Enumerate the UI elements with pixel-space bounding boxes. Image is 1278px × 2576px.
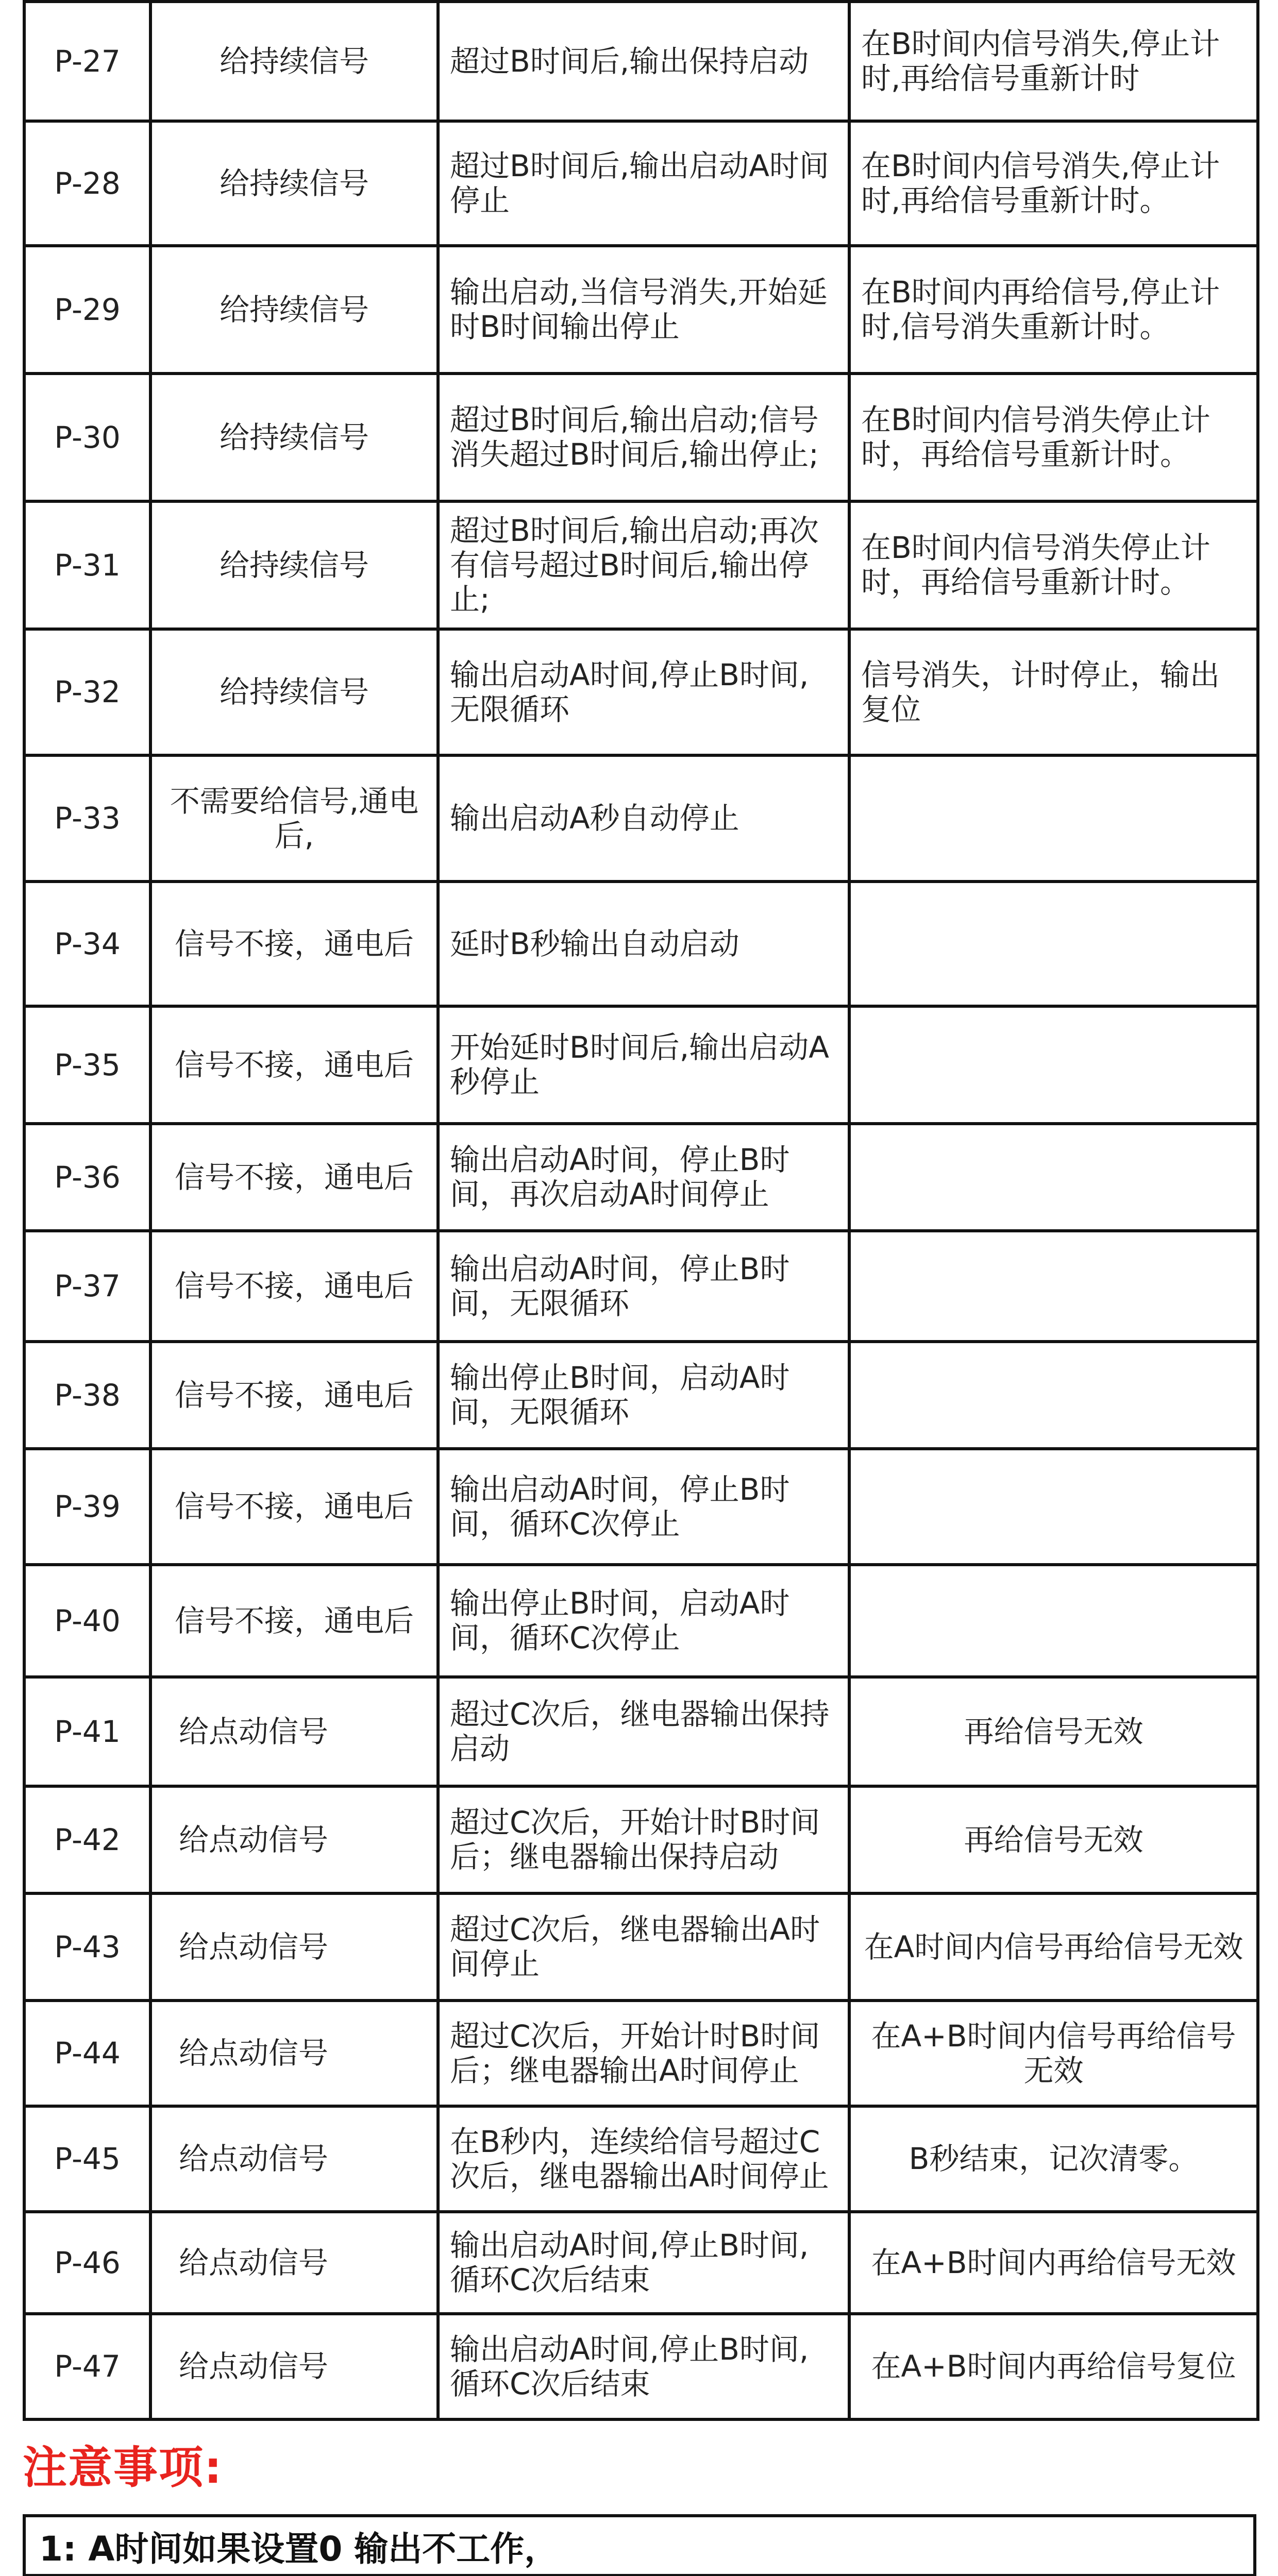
output-behavior: 输出停止B时间，启动A时间，循环C次停止 [438,1565,849,1677]
table-row [24,1124,1258,1231]
mode-code: P-38 [24,1342,150,1449]
mode-code: P-46 [24,2212,150,2314]
input-condition: 给持续信号 [150,629,438,755]
table-row [24,629,1258,755]
mode-table-body [24,2,1258,2419]
output-behavior: 延时B秒输出自动启动 [438,882,849,1006]
remark: 在B时间内信号消失停止计时，再给信号重新计时。 [849,501,1258,629]
table-row [24,2314,1258,2419]
table-row [24,1786,1258,1893]
remark: 再给信号无效 [849,1786,1258,1893]
input-condition: 信号不接，通电后 [150,1006,438,1124]
mode-table [23,0,1259,2421]
table-row [24,882,1258,1006]
table-row [24,1677,1258,1786]
output-behavior: 输出启动A秒自动停止 [438,755,849,882]
table-row [24,501,1258,629]
input-condition: 信号不接，通电后 [150,1449,438,1565]
remark [849,1124,1258,1231]
mode-code: P-39 [24,1449,150,1565]
input-condition: 信号不接，通电后 [150,1565,438,1677]
remark: 在A+B时间内再给信号无效 [849,2212,1258,2314]
mode-code: P-31 [24,501,150,629]
note-row [24,2516,1255,2575]
table-row [24,246,1258,374]
output-behavior: 输出启动A时间，停止B时间，再次启动A时间停止 [438,1124,849,1231]
output-behavior: 超过C次后，开始计时B时间后；继电器输出A时间停止 [438,2001,849,2106]
remark [849,1231,1258,1342]
input-condition: 给点动信号 [150,1893,438,2001]
output-behavior: 超过B时间后,输出保持启动 [438,2,849,121]
output-behavior: 开始延时B时间后,输出启动A秒停止 [438,1006,849,1124]
mode-code: P-47 [24,2314,150,2419]
mode-code: P-37 [24,1231,150,1342]
input-condition: 给持续信号 [150,374,438,501]
mode-code: P-44 [24,2001,150,2106]
table-row [24,1342,1258,1449]
output-behavior: 输出停止B时间，启动A时间，无限循环 [438,1342,849,1449]
remark: 在B时间内再给信号,停止计时,信号消失重新计时。 [849,246,1258,374]
input-condition: 给持续信号 [150,501,438,629]
output-behavior: 在B秒内，连续给信号超过C次后，继电器输出A时间停止 [438,2106,849,2212]
input-condition: 信号不接，通电后 [150,1124,438,1231]
mode-code: P-43 [24,1893,150,2001]
mode-table-wrapper [23,0,1256,2421]
remark: 在B时间内信号消失,停止计时,再给信号重新计时。 [849,121,1258,246]
input-condition: 给点动信号 [150,2212,438,2314]
notes-title: 注意事项: [23,2442,223,2494]
mode-code: P-32 [24,629,150,755]
input-condition: 给点动信号 [150,2001,438,2106]
mode-code: P-34 [24,882,150,1006]
input-condition: 给点动信号 [150,1677,438,1786]
input-condition: 给点动信号 [150,1786,438,1893]
output-behavior: 输出启动A时间,停止B时间,循环C次后结束 [438,2212,849,2314]
input-condition: 给持续信号 [150,121,438,246]
output-behavior: 超过C次后，继电器输出A时间停止 [438,1893,849,2001]
table-row [24,121,1258,246]
output-behavior: 输出启动A时间，停止B时间，无限循环 [438,1231,849,1342]
input-condition: 信号不接，通电后 [150,1342,438,1449]
remark: 在A+B时间内信号再给信号无效 [849,2001,1258,2106]
mode-code: P-41 [24,1677,150,1786]
input-condition: 给点动信号 [150,2106,438,2212]
table-row [24,1006,1258,1124]
table-row [24,2001,1258,2106]
mode-code: P-33 [24,755,150,882]
remark [849,755,1258,882]
remark [849,1006,1258,1124]
output-behavior: 超过B时间后,输出启动A时间停止 [438,121,849,246]
output-behavior: 输出启动A时间,停止B时间,无限循环 [438,629,849,755]
note-item: 1: A时间如果设置0 输出不工作， [24,2516,1255,2575]
remark: 在B时间内信号消失停止计时，再给信号重新计时。 [849,374,1258,501]
mode-code: P-27 [24,2,150,121]
input-condition: 信号不接，通电后 [150,882,438,1006]
table-row [24,1565,1258,1677]
mode-code: P-36 [24,1124,150,1231]
output-behavior: 超过B时间后,输出启动;信号消失超过B时间后,输出停止; [438,374,849,501]
output-behavior: 超过C次后，继电器输出保持启动 [438,1677,849,1786]
table-row [24,2212,1258,2314]
table-row [24,2,1258,121]
remark [849,1342,1258,1449]
input-condition: 给持续信号 [150,246,438,374]
output-behavior: 超过C次后，开始计时B时间后；继电器输出保持启动 [438,1786,849,1893]
remark [849,1449,1258,1565]
mode-code: P-42 [24,1786,150,1893]
output-behavior: 输出启动A时间,停止B时间,循环C次后结束 [438,2314,849,2419]
input-condition: 信号不接，通电后 [150,1231,438,1342]
remark: 在B时间内信号消失,停止计时,再给信号重新计时 [849,2,1258,121]
notes-table [23,2514,1256,2576]
mode-code: P-40 [24,1565,150,1677]
remark [849,882,1258,1006]
output-behavior: 输出启动A时间，停止B时间，循环C次停止 [438,1449,849,1565]
mode-code: P-28 [24,121,150,246]
table-row [24,755,1258,882]
input-condition: 给持续信号 [150,2,438,121]
mode-code: P-30 [24,374,150,501]
remark: 信号消失，计时停止，输出复位 [849,629,1258,755]
output-behavior: 超过B时间后,输出启动;再次有信号超过B时间后,输出停止; [438,501,849,629]
remark [849,1565,1258,1677]
output-behavior: 输出启动,当信号消失,开始延时B时间输出停止 [438,246,849,374]
table-row [24,1893,1258,2001]
remark: 在A时间内信号再给信号无效 [849,1893,1258,2001]
table-row [24,374,1258,501]
mode-code: P-45 [24,2106,150,2212]
mode-code: P-29 [24,246,150,374]
input-condition: 给点动信号 [150,2314,438,2419]
table-row [24,1231,1258,1342]
remark: 在A+B时间内再给信号复位 [849,2314,1258,2419]
input-condition: 不需要给信号,通电后, [150,755,438,882]
table-row [24,1449,1258,1565]
mode-code: P-35 [24,1006,150,1124]
table-row [24,2106,1258,2212]
remark: B秒结束，记次清零。 [849,2106,1258,2212]
remark: 再给信号无效 [849,1677,1258,1786]
